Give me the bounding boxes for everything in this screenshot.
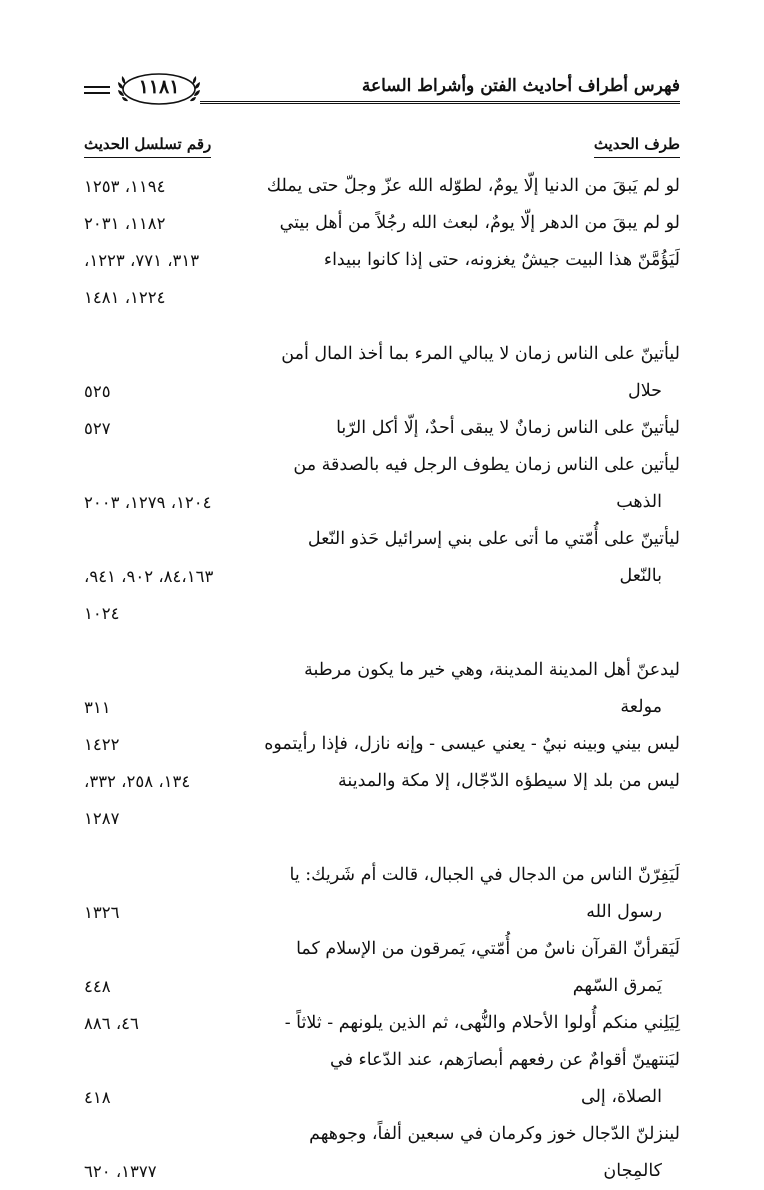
hadith-first-line: ليأتينّ على أُمّتي ما أتى على بني إسرائيل حَذو النّعل xyxy=(307,529,680,549)
entry-hadith-text xyxy=(274,1042,680,1116)
hadith-first-line: ليأتينّ على الناس زمانٌ لا يبقى أحدٌ، إلّا أكل الرّبا xyxy=(336,418,680,438)
serial-number-line: ٨٤،١٦٣، ٩٠٢، ٩٤١، xyxy=(84,567,214,586)
hadith-first-line: لَيَفِرّنّ الناس من الدجال في الجبال، قالت أم شَريك: يا xyxy=(289,865,680,885)
serial-number-line: ٥٢٥ xyxy=(84,382,111,401)
entry-row xyxy=(84,242,680,316)
entry-row xyxy=(84,410,680,447)
entry-serial-numbers xyxy=(84,726,264,763)
hadith-continuation-line: يَمرق السّهم xyxy=(572,976,662,996)
entry-row xyxy=(84,1005,680,1042)
entry-row xyxy=(84,931,680,1005)
serial-number-line xyxy=(84,857,264,894)
serial-number-line: ١٢٨٧ xyxy=(84,809,120,828)
serial-number-line xyxy=(84,447,264,484)
hadith-first-line: ليأتين على الناس زمان يطوف الرجل فيه بالصدقة من xyxy=(293,455,680,475)
serial-number-line xyxy=(84,931,264,968)
serial-number-line xyxy=(84,1116,264,1153)
hadith-continuation-line: الذهب xyxy=(616,492,662,512)
hadith-first-line: لينزلنّ الدّجال خوز وكرمان في سبعين ألفاً، وجوههم xyxy=(309,1124,680,1144)
serial-number-line: ١٤٢٢ xyxy=(84,735,120,754)
running-header-title: فهرس أطراف أحاديث الفتن وأشراط الساعة xyxy=(361,76,680,96)
hadith-first-line: ليس من بلد إلا سيطؤه الدّجّال، إلا مكة والمدينة xyxy=(338,771,680,791)
entry-serial-numbers xyxy=(84,242,264,316)
serial-number-line: ٣١١ xyxy=(84,698,111,717)
entry-hadith-text xyxy=(274,857,680,931)
entry-row xyxy=(84,447,680,521)
hadith-first-line: ليس بيني وبينه نبيٌ - يعني عيسى - وإنه نازل، فإذا رأيتموه xyxy=(264,734,680,754)
entry-hadith-text xyxy=(274,931,680,1005)
page-number: ١١٨١ xyxy=(138,76,180,98)
entry-serial-numbers xyxy=(84,763,264,837)
entry-row xyxy=(84,521,680,632)
page-number-badge xyxy=(112,70,206,108)
entry-serial-numbers xyxy=(84,168,264,205)
header-double-rule xyxy=(200,101,680,104)
serial-number-line xyxy=(84,1042,264,1079)
serial-number-line: ١٣٧٧، ٦٢٠ xyxy=(84,1162,157,1181)
hadith-first-line: لو لم يبقَ من الدهر إلّا يومٌ، لبعث الله رجُلاً من أهل بيتي xyxy=(279,213,680,233)
entry-serial-numbers xyxy=(84,410,264,447)
entry-row xyxy=(84,857,680,931)
entry-hadith-text xyxy=(274,410,680,447)
hadith-continuation-line: كالمِجان xyxy=(603,1161,662,1181)
hadith-continuation-line: رسول الله xyxy=(586,902,662,922)
hadith-first-line: لِيَلِني منكم أُولوا الأحلام والنُّهى، ثم الذين يلونهم - ثلاثاً - xyxy=(284,1013,680,1033)
entry-hadith-text xyxy=(274,1005,680,1042)
entry-serial-numbers xyxy=(84,336,264,410)
entry-hadith-text xyxy=(274,1116,680,1190)
entry-hadith-text xyxy=(274,205,680,242)
entry-serial-numbers xyxy=(84,652,264,726)
serial-number-line: ٤٦، ٨٨٦ xyxy=(84,1014,139,1033)
entry-serial-numbers xyxy=(84,447,264,521)
entry-hadith-text xyxy=(266,168,680,205)
serial-number-line: ١٠٢٤ xyxy=(84,604,120,623)
serial-number-line: ١٢٢٤، ١٤٨١ xyxy=(84,288,166,307)
serial-number-line xyxy=(84,652,264,689)
entry-row xyxy=(84,1116,680,1190)
entry-hadith-text xyxy=(274,652,680,726)
serial-number-line: ٥٢٧ xyxy=(84,419,111,438)
entry-serial-numbers xyxy=(84,1116,264,1190)
header-left-rule xyxy=(84,86,110,98)
serial-number-line: ١١٩٤، ١٢٥٣ xyxy=(84,177,166,196)
hadith-continuation-line: بالنّعل xyxy=(619,566,662,586)
entry-row xyxy=(84,652,680,726)
entries-list xyxy=(84,168,680,1190)
entry-hadith-text xyxy=(274,763,680,800)
entry-serial-numbers xyxy=(84,205,264,242)
entry-row xyxy=(84,763,680,837)
hadith-continuation-line: حلال xyxy=(628,381,662,401)
entry-row xyxy=(84,336,680,410)
hadith-first-line: ليأتينّ على الناس زمان لا يبالي المرء بما أخذ المال أمن xyxy=(281,344,680,364)
entry-row xyxy=(84,205,680,242)
serial-number-line: ١٣٤، ٢٥٨، ٣٣٢، xyxy=(84,772,191,791)
entry-serial-numbers xyxy=(84,857,264,931)
entry-hadith-text xyxy=(274,447,680,521)
entry-row xyxy=(84,726,680,763)
serial-number-line xyxy=(84,336,264,373)
hadith-first-line: لَيَقرأنّ القرآن ناسٌ من أُمّتي، يَمرقون من الإسلام كما xyxy=(296,939,680,959)
serial-number-line: ٤٤٨ xyxy=(84,977,111,996)
entry-serial-numbers xyxy=(84,521,264,632)
entry-row xyxy=(84,1042,680,1116)
entry-hadith-text xyxy=(274,336,680,410)
serial-number-line: ٤١٨ xyxy=(84,1088,111,1107)
hadith-continuation-line: مولعة xyxy=(620,697,662,717)
serial-number-line xyxy=(84,521,264,558)
entry-hadith-text xyxy=(274,242,680,279)
entry-hadith-text xyxy=(264,726,680,763)
entry-serial-numbers xyxy=(84,1042,264,1116)
entry-serial-numbers xyxy=(84,931,264,1005)
column-header-hadith: طرف الحديث xyxy=(594,135,680,158)
serial-number-line: ١٣٢٦ xyxy=(84,903,120,922)
serial-number-line: ١٢٠٤، ١٢٧٩، ٢٠٠٣ xyxy=(84,493,212,512)
hadith-continuation-line: الصلاة، إلى xyxy=(581,1087,662,1107)
hadith-first-line: لَيَؤُمَّنّ هذا البيت جيشٌ يغزونه، حتى إذا كانوا ببيداء xyxy=(323,250,680,270)
entry-serial-numbers xyxy=(84,1005,264,1042)
serial-number-line: ٣١٣، ٧٧١، ١٢٢٣، xyxy=(84,251,200,270)
serial-number-line: ١١٨٢، ٢٠٣١ xyxy=(84,214,166,233)
hadith-first-line: ليدعنّ أهل المدينة المدينة، وهي خير ما يكون مرطبة xyxy=(304,660,680,680)
column-header-serial: رقم تسلسل الحديث xyxy=(84,135,211,158)
hadith-first-line: ليَنتهينّ أقوامٌ عن رفعهم أبصارَهم، عند الدّعاء في xyxy=(330,1050,680,1070)
entry-hadith-text xyxy=(274,521,680,595)
hadith-first-line: لو لم يَبقَ من الدنيا إلّا يومٌ، لطوّله الله عزّ وجلّ حتى يملك xyxy=(266,176,680,196)
entry-row xyxy=(84,168,680,205)
